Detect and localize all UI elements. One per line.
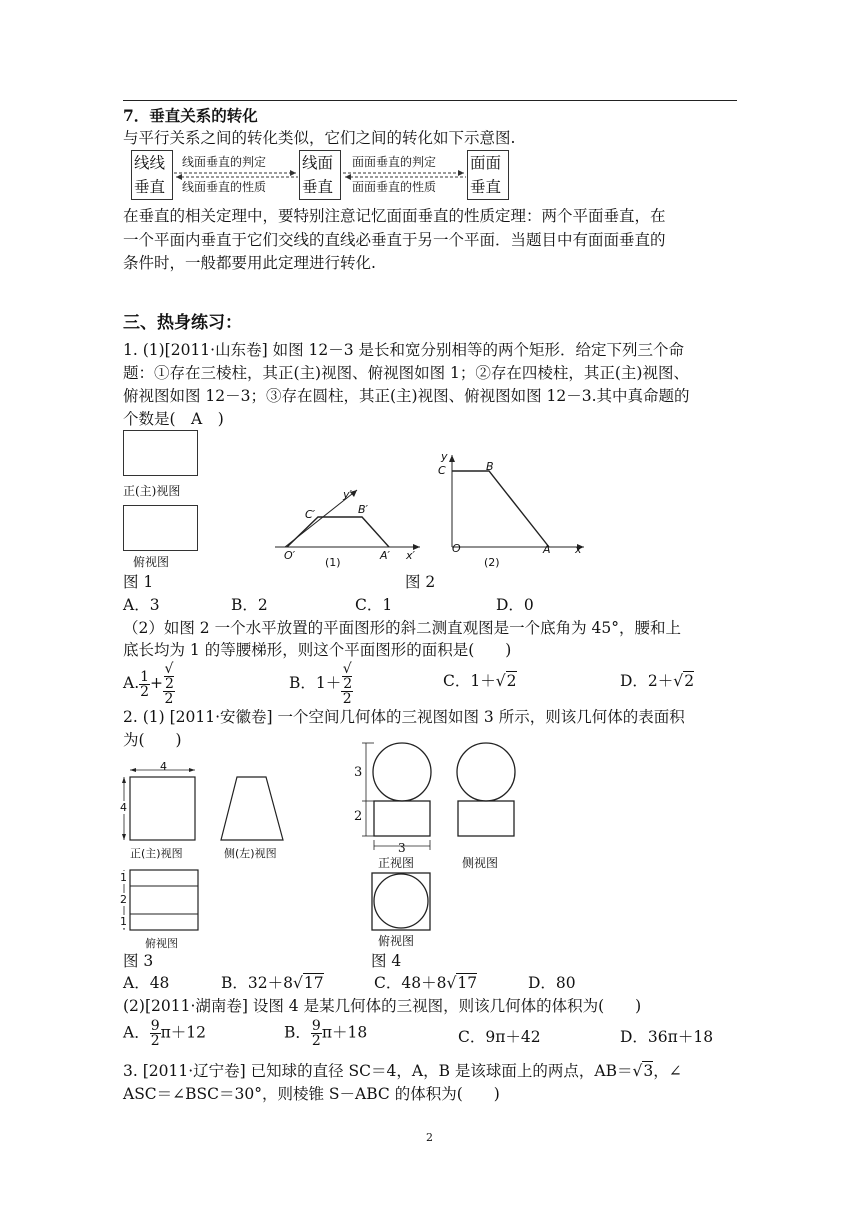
fig3-caption: 图 3 — [123, 952, 154, 970]
fig4-dim-3: 3 — [354, 765, 363, 780]
fig2-label-C1: C′ — [305, 508, 316, 521]
fig2-label-x1: x′ — [406, 549, 416, 562]
fig3-dim-1b: 1 — [120, 915, 127, 928]
q1-line-2: 题：①存在三棱柱，其正(主)视图、俯视图如图 1；②存在四棱柱，其正(主)视图、 — [123, 364, 689, 382]
fig2-label-B: B — [486, 460, 494, 473]
para-line-1: 在垂直的相关定理中，要特别注意记忆面面垂直的性质定理：两个平面垂直，在 — [123, 207, 666, 225]
q2-line-1: 2. (1) [2011·安徽卷] 一个空间几何体的三视图如图 3 所示，则该几何体的表面积 — [123, 708, 685, 726]
q1-line-3: 俯视图如图 12－3；③存在圆柱，其正(主)视图、俯视图如图 12－3.其中真命题的 — [123, 387, 690, 405]
fig1-top-label: 俯视图 — [133, 555, 170, 569]
q2-line-2: 为( ) — [123, 731, 182, 749]
q1p2-option-c: C．1＋√2 — [443, 672, 517, 690]
q1-option-d: D．0 — [496, 596, 534, 614]
fig2-label-B1: B′ — [358, 503, 369, 516]
q2-option-c: C．48＋8√17 — [374, 974, 478, 992]
fig2-sub-2: (2) — [484, 556, 500, 569]
para-line-3: 条件时，一般都要用此定理进行转化. — [123, 254, 376, 272]
fig3-dim-top: 4 — [160, 760, 167, 773]
q1-option-a: A．3 — [123, 596, 160, 614]
fig3-front-label: 正(主)视图 — [130, 847, 183, 860]
fig3-dim-left: 4 — [120, 801, 127, 814]
diagram-box-plane-plane: 面面 垂直 — [467, 150, 509, 200]
arrow2-top-label: 面面垂直的判定 — [352, 155, 437, 169]
q3-line-2: ASC＝∠BSC＝30°，则棱锥 S－ABC 的体积为( ) — [123, 1085, 500, 1103]
section-title: 7．垂直关系的转化 — [123, 106, 258, 125]
fig3-top-label: 俯视图 — [145, 937, 178, 950]
fig2-label-y: y — [441, 450, 448, 463]
fig3-dim-1a: 1 — [120, 871, 127, 884]
fig2-label-A1: A′ — [380, 549, 391, 562]
q1-line-4: 个数是( A ) — [123, 410, 224, 428]
fig2-label-x: x — [575, 543, 582, 556]
q2-option-a: A．48 — [123, 974, 170, 992]
fig4-side-label: 侧视图 — [462, 856, 499, 870]
q2-part2: (2)[2011·湖南卷] 设图 4 是某几何体的三视图，则该几何体的体积为( ) — [123, 997, 642, 1015]
page-number: 2 — [426, 1131, 433, 1144]
q2p2-option-d: D．36π＋18 — [620, 1028, 714, 1046]
q1p2-option-a: A. $\frac{1}{2}$ + √ 2 2 — [123, 661, 174, 707]
section-heading: 三、热身练习： — [123, 313, 242, 333]
arrow1-bottom-label: 线面垂直的性质 — [182, 180, 267, 194]
fig2-label-C: C — [438, 464, 446, 477]
fig2-label-y1: y′ — [343, 488, 353, 501]
q3-line-1: 3. [2011·辽宁卷] 已知球的直径 SC＝4，A，B 是该球面上的两点，AB＝√3，∠ — [123, 1062, 682, 1080]
para-line-2: 一个平面内垂直于它们交线的直线必垂直于另一个平面．当题目中有面面垂直的 — [123, 231, 666, 249]
q1-option-b: B．2 — [231, 596, 268, 614]
fig2-caption: 图 2 — [405, 573, 436, 591]
q1p2-option-b: B．1＋ √ 2 2 — [289, 661, 353, 707]
q2p2-option-c: C．9π＋42 — [458, 1028, 541, 1046]
q1p2-line-2: 底长均为 1 的等腰梯形，则这个平面图形的面积是( ) — [123, 641, 512, 659]
fig4-caption: 图 4 — [371, 952, 402, 970]
arrow1-top-label: 线面垂直的判定 — [182, 155, 267, 169]
fig2-label-O1: O′ — [284, 549, 296, 562]
diagram-box-line-plane: 线面 垂直 — [299, 150, 341, 200]
diagram-box-line-line: 线线 垂直 — [131, 150, 173, 200]
q1-option-c: C．1 — [355, 596, 393, 614]
section-intro: 与平行关系之间的转化类似，它们之间的转化如下示意图. — [123, 129, 516, 147]
q1p2-option-d: D．2＋√2 — [620, 672, 695, 690]
fig3-side-label: 侧(左)视图 — [224, 847, 277, 860]
q2p2-option-b: B． $\frac{9}{2}$ π＋18 — [284, 1018, 368, 1049]
fig4-dim-width: 3 — [398, 841, 406, 855]
fig4-top-label: 俯视图 — [378, 934, 415, 948]
fig2-label-A: A — [543, 543, 551, 556]
q2-option-b: B．32＋8√17 — [221, 974, 324, 992]
fig4-front-label: 正视图 — [378, 856, 415, 870]
fig2-label-O: O — [452, 542, 461, 555]
q2p2-option-a: A． $\frac{9}{2}$ π＋12 — [123, 1018, 207, 1049]
fig1-front-label: 正(主)视图 — [123, 484, 181, 498]
fig4-dim-2: 2 — [354, 809, 363, 824]
q2-option-d: D．80 — [528, 974, 576, 992]
fig3-dim-2: 2 — [120, 893, 127, 906]
arrow2-bottom-label: 面面垂直的性质 — [352, 180, 437, 194]
q1-line-1: 1. (1)[2011·山东卷] 如图 12－3 是长和宽分别相等的两个矩形．给定下列三个命 — [123, 341, 685, 359]
fig1-caption: 图 1 — [123, 573, 154, 591]
fig2-sub-1: (1) — [325, 556, 341, 569]
q1p2-line-1: （2）如图 2 一个水平放置的平面图形的斜二测直观图是一个底角为 45°，腰和上 — [123, 619, 681, 637]
